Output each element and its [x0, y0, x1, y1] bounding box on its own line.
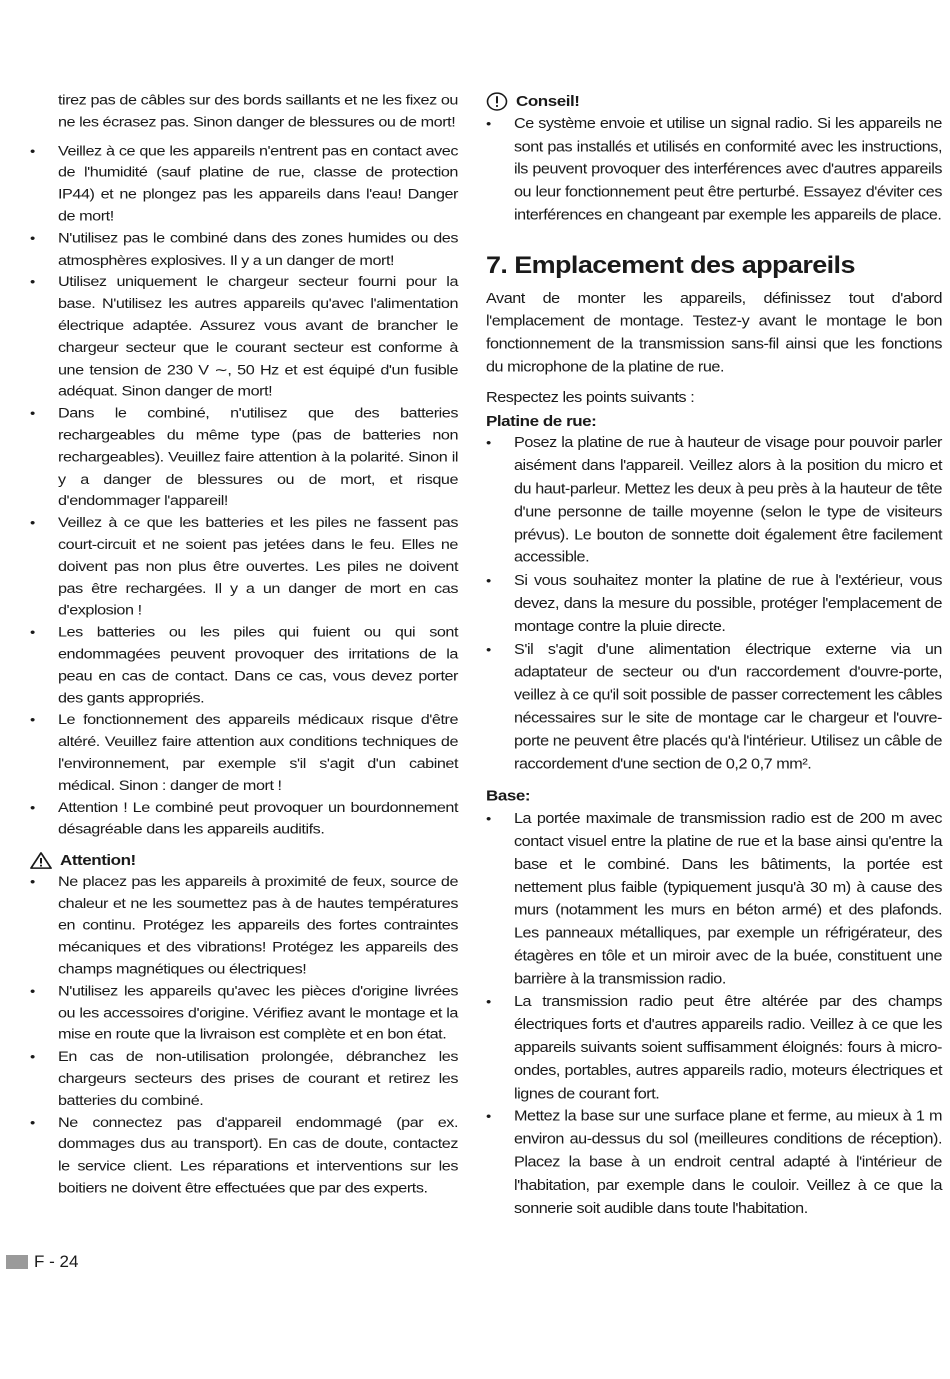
attention-heading-label: Attention! [60, 852, 136, 869]
right-column [486, 90, 942, 1220]
list-item: • En cas de non-utilisation prolongée, débranchez les chargeurs secteurs des prises de courant et retirez les batteries du combiné. [30, 1047, 458, 1113]
warning-icon [30, 852, 52, 869]
exclamation-circle-icon [486, 92, 508, 112]
base-heading: Base: [486, 787, 531, 805]
list-item: • Dans le combiné, n'utilisez que des batteries rechargeables du même type (pas de batteries non rechargeables). Veuillez faire attention à la polarité. Sinon il y a danger de blessures ou de mort, et risque d'endommager l'appareil! [30, 403, 458, 512]
section-intro: Avant de monter les appareils, définissez tout d'abord l'emplacement de montage. Testez-y avant le montage le bon fonctionnement de la transmission sans-fil ainsi que les fonctions du microphone de la platine de rue. [486, 290, 942, 376]
conseil-heading-label: Conseil! [516, 92, 580, 110]
list-item: • Si vous souhaitez monter la platine de rue à l'extérieur, vous devez, dans la mesure du possible, protéger l'emplacement de montage contre la pluie directe. [486, 570, 942, 639]
intro-continuation: tirez pas de câbles sur des bords saillants et ne les fixez ou ne les écrasez pas. Sinon danger de blessures ou de mort! [58, 92, 458, 130]
list-item: • N'utilisez les appareils qu'avec les pièces d'origine livrées ou les accessoires d'origine. Vérifiez avant le montage et la mise en route que la livraison est complète et en bon état. [30, 981, 458, 1047]
list-item: • Veillez à ce que les appareils n'entrent pas en contact avec de l'humidité (sauf platine de rue, classe de protection IP44) et ne plongez pas les appareils dans l'eau! Danger de mort! [30, 141, 458, 229]
conseil-heading [486, 90, 942, 113]
list-item: • La portée maximale de transmission radio est de 200 m avec contact visuel entre la platine de rue et la base ainsi qu'entre la base et le combiné. Dans les bâtiments, la portée est nettement plus faible (typiquement jusqu'à 30 m) à cause des murs (notamment les murs en béton armé) et des plafonds. Les panneaux métalliques, par exemple un réfrigérateur, des étagères en tôle et un miroir avec de la buée, constituent une barrière à la transmission radio. [486, 808, 942, 991]
platine-heading: Platine de rue: [486, 412, 597, 429]
page-number: F - 24 [34, 1252, 79, 1271]
list-item: • Posez la platine de rue à hauteur de visage pour pouvoir parler aisément dans l'appareil. Veillez alors à la position du micro et du haut-parleur. Mettez les deux à peu près à la hauteur de tête d'une personne de taille moyenne (selon le type de visiteurs prévus). Le bouton de sonnette doit également être facilement accessible. [486, 432, 942, 570]
page-marker [6, 1255, 28, 1269]
list-item: • Mettez la base sur une surface plane et ferme, au mieux à 1 m environ au-dessus du sol (meilleures conditions de réception). Placez la base à un endroit central adapté à l'intérieur de l'habitation, par exemple dans le couloir. Veillez à ce que la sonnerie soit audible dans toute l'habitation. [486, 1106, 942, 1221]
list-item: • Le fonctionnement des appareils médicaux risque d'être altéré. Veuillez faire attention aux conditions techniques de l'environnement, par exemple s'il s'agit d'un cabinet médical. Sinon : danger de mort ! [30, 710, 458, 798]
list-item: • Attention ! Le combiné peut provoquer un bourdonnement désagréable dans les appareils auditifs. [30, 797, 458, 841]
section-title: 7. Emplacement des appareils [486, 251, 855, 279]
list-item: • Ne placez pas les appareils à proximité de feux, source de chaleur et ne les soumettez pas à de hautes températures en continu. Protégez les appareils des fortes contraintes mécaniques et des vibrations! Protégez les appareils des champs magnétiques ou électriques! [30, 871, 458, 980]
list-item: • Les batteries ou les piles qui fuient ou qui sont endommagées peuvent provoquer des irritations de la peau en cas de contact. Dans ce cas, vous devez porter des gants appropriés. [30, 622, 458, 710]
list-item: • N'utilisez pas le combiné dans des zones humides ou des atmosphères explosives. Il y a un danger de mort! [30, 228, 458, 272]
list-item: • Veillez à ce que les batteries et les piles ne fassent pas court-circuit et ne soient pas jetées dans le feu. Elles ne doivent pas non plus être ouvertes. Les piles ne doivent pas être rechargées. Il y a un danger de mort en cas d'explosion ! [30, 513, 458, 622]
left-column [30, 90, 458, 1200]
list-item: • S'il s'agit d'une alimentation électrique externe via un adaptateur de secteur ou d'un raccordement d'ouvre-porte, veillez à ce qu'il soit possible de passer correctement les câbles nécessaires sur le site de montage car le chargeur et l'ouvre-porte ne peuvent être placés qu'à l'intérieur. Utilisez un câble de raccordement d'une section de 0,2 0,7 mm². [486, 639, 942, 777]
respect-text: Respectez les points suivants : [486, 389, 695, 406]
attention-heading [30, 850, 458, 872]
list-item: • Utilisez uniquement le chargeur secteur fourni pour la base. N'utilisez les autres appareils qu'avec l'alimentation électrique adaptée. Assurez vous avant de brancher le chargeur secteur que le courant secteur est conforme à une tension de 230 V ∼, 50 Hz et est équipé d'un fusible adéquat. Sinon danger de mort! [30, 272, 458, 403]
list-item: • La transmission radio peut être altérée par des champs électriques forts et d'autres appareils radio. Veillez à ce que les appareils suivants soient suffisamment éloignés: fours à micro-ondes, portables, autres appareils radio, moteurs électriques et lignes de courant fort. [486, 991, 942, 1106]
page-footer [6, 1252, 78, 1272]
list-item: • Ne connectez pas d'appareil endommagé (par ex. dommages dus au transport). En cas de doute, contactez le service client. Les réparations et interventions sur les boitiers ne doivent être effectuées que par des experts. [30, 1112, 458, 1200]
list-item: • Ce système envoie et utilise un signal radio. Si les appareils ne sont pas installés et utilisés en conformité avec les instructions, ils peuvent provoquer des interférences avec d'autres appareils ou leur fonctionnement peut être perturbé. Essayez d'éviter ces interférences en changeant par exemple les appareils de place. [486, 113, 942, 228]
